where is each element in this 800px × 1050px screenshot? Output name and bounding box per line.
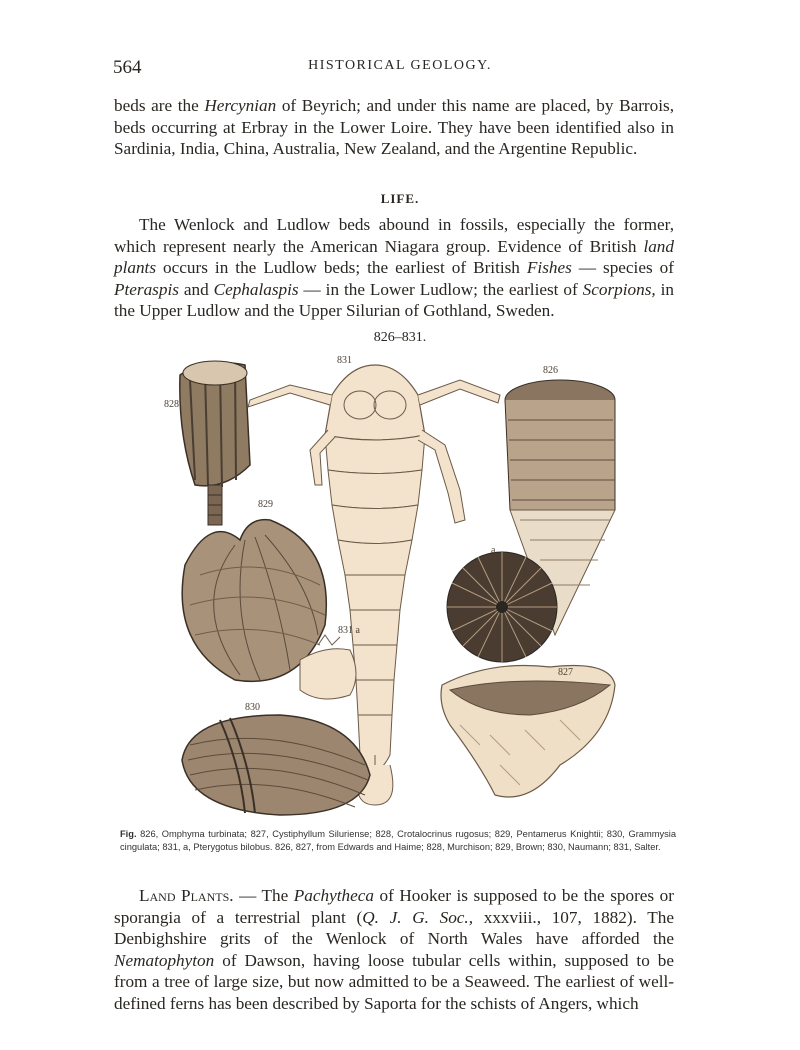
- label-829: 829: [258, 499, 273, 510]
- label-831a: 831 a: [338, 625, 360, 636]
- label-830: 830: [245, 702, 260, 713]
- paragraph-life: The Wenlock and Ludlow beds abound in fossils, especially the former, which represent nearly the American Niagara group. Evidence of British land plants occurs in the Ludlow beds; the earliest of British Fishes — species of Pteraspis and Cephalaspis — in the Lower Ludlow; the earliest of Scorpions, in the Upper Ludlow and the Upper Silurian of Gothland, Sweden.: [114, 215, 674, 321]
- label-831: 831: [337, 355, 352, 366]
- page-number: 564: [113, 57, 142, 78]
- label-828: 828: [164, 399, 179, 410]
- paragraph-land-plants: Land Plants. — The Pachytheca of Hooker is supposed to be the spores or sporangia of a terrestrial plant (Q. J. G. Soc., xxxviii., 107, 1882). The Denbighshire grits of the Wenlock of North Wales have afforded the Nematophyton of Dawson, having loose tubular cells within, supposed to be from a tree of large size, but now admitted to be a Seaweed. The earliest of well-defined ferns has been described by Saporta for the schists of Angers, which: [114, 886, 674, 1013]
- figure-range-label: 826–831.: [373, 330, 427, 345]
- label-826: 826: [543, 365, 558, 376]
- label-a: a: [491, 545, 496, 556]
- fossil-figure: [150, 345, 650, 825]
- coral-disc-a: [447, 552, 557, 662]
- paragraph-hercynian: beds are the Hercynian of Beyrich; and under this name are placed, by Barrois, beds occurring at Erbray in the Lower Loire. They have been identified also in Sardinia, India, China, Australia, New Zealand, and the Argentine Republic.: [114, 96, 674, 159]
- section-heading-life: LIFE.: [380, 191, 420, 206]
- bivalve-fossil-830: [182, 715, 370, 815]
- crinoid-fossil-828: [180, 361, 250, 525]
- coral-fossil-827: [441, 665, 615, 797]
- running-head: HISTORICAL GEOLOGY.: [308, 58, 492, 73]
- figure-caption: Fig. 826, Omphyma turbinata; 827, Cystiphyllum Siluriense; 828, Crotalocrinus rugosus; 829, Pentamerus Knightii; 830, Grammysia cingulata; 831, a, Pterygotus bilobus. 826, 827, from Edwards and Haime; 828, Murchison; 829, Brown; 830, Naumann; 831, Salter.: [120, 829, 676, 852]
- label-827: 827: [558, 667, 573, 678]
